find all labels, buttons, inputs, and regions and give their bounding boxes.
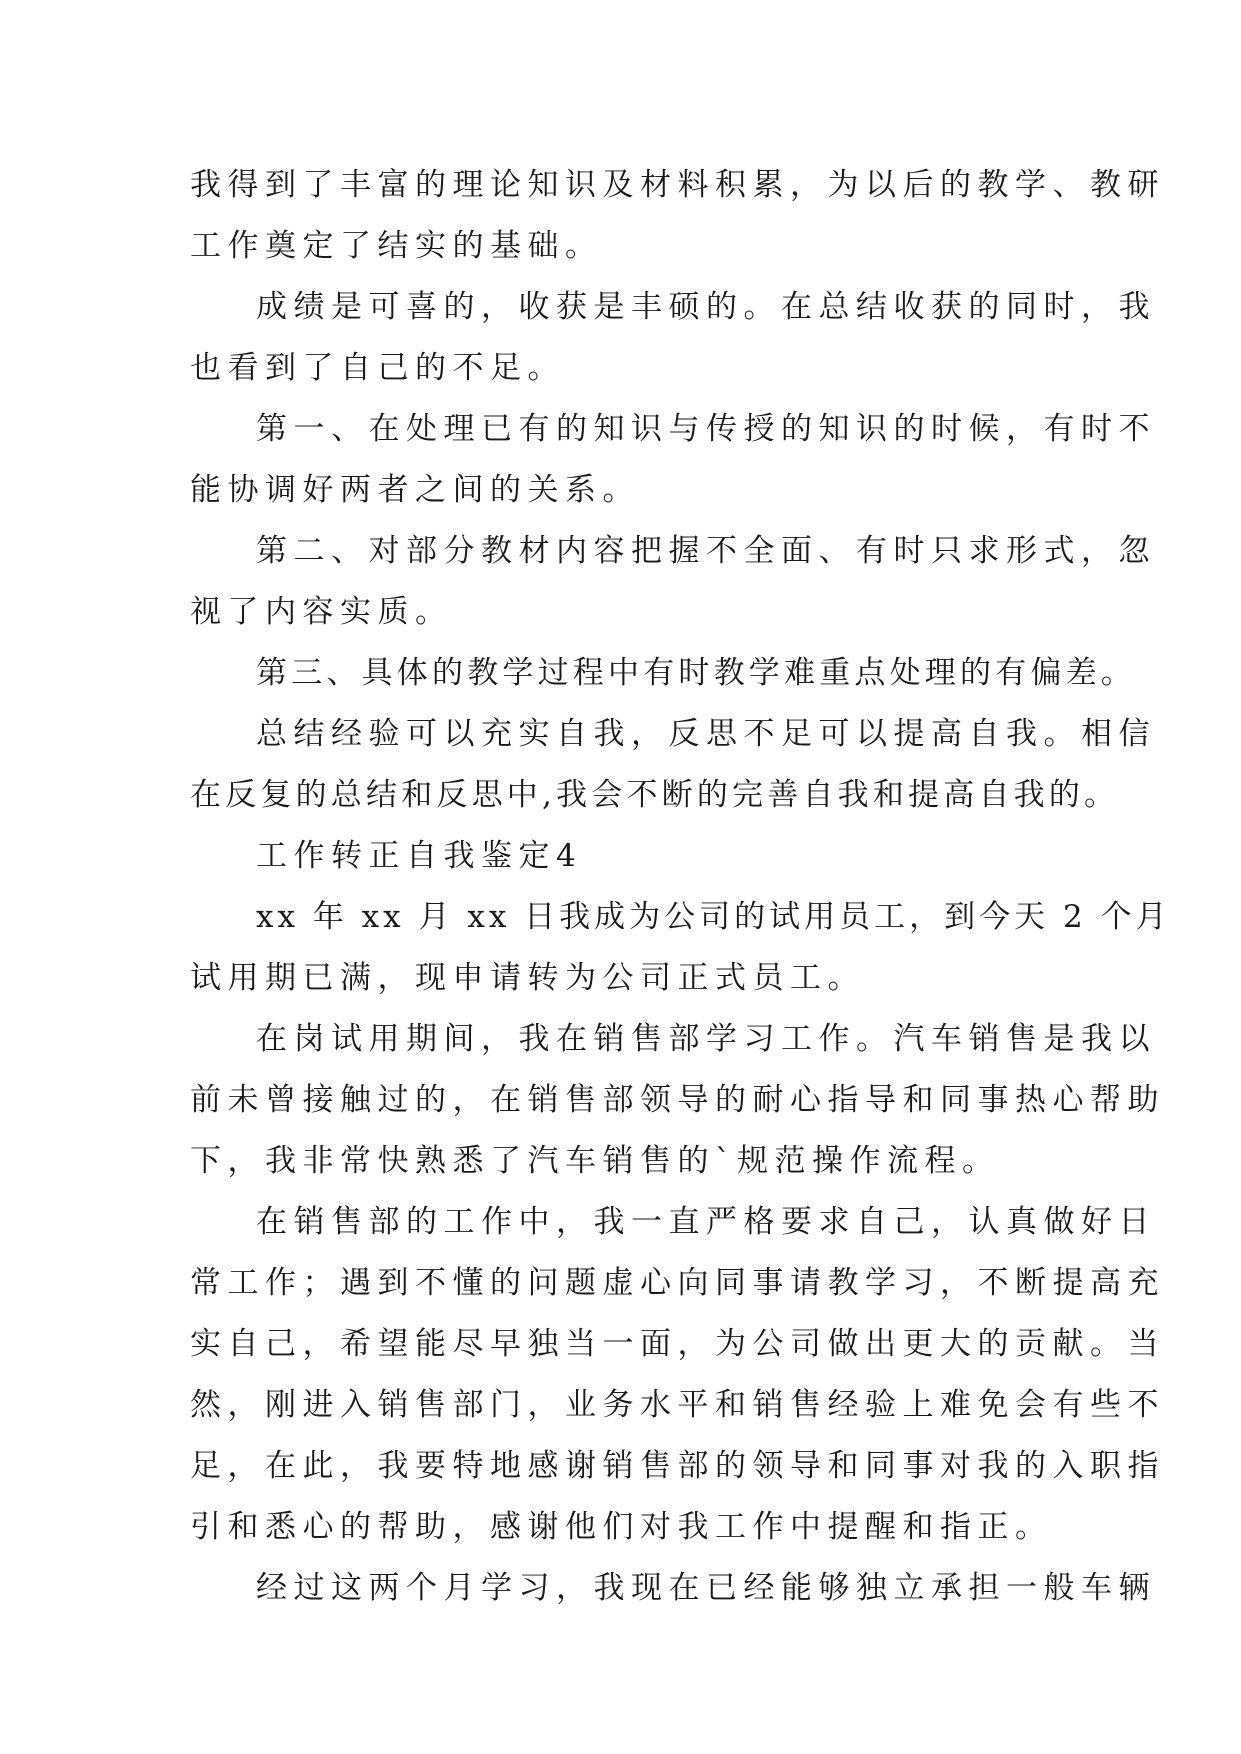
section-heading: 工作转正自我鉴定4 <box>256 838 583 874</box>
text-line: 足，在此，我要特地感谢销售部的领导和同事对我的入职指 <box>190 1448 1165 1484</box>
paragraph-start-line: 在岗试用期间，我在销售部学习工作。汽车销售是我以 <box>256 1021 1156 1057</box>
text-line: 试用期已满，现申请转为公司正式员工。 <box>190 960 865 996</box>
document-body <box>190 155 1171 1619</box>
paragraph-start-line: 成绩是可喜的，收获是丰硕的。在总结收获的同时，我 <box>256 289 1156 325</box>
text-line: 然，刚进入销售部门，业务水平和销售经验上难免会有些不 <box>190 1387 1165 1423</box>
text-line: 引和悉心的帮助，感谢他们对我工作中提醒和指正。 <box>190 1509 1053 1545</box>
paragraph-start-line: xx 年 xx 月 xx 日我成为公司的试用员工，到今天 2 个月 <box>256 899 1171 935</box>
paragraph-start-line: 第三、具体的教学过程中有时教学难重点处理的有偏差。 <box>256 655 1136 691</box>
paragraph-start-line: 第二、对部分教材内容把握不全面、有时只求形式，忽 <box>256 533 1156 569</box>
text-line: 实自己，希望能尽早独当一面，为公司做出更大的贡献。当 <box>190 1326 1165 1362</box>
paragraph-start-line: 经过这两个月学习，我现在已经能够独立承担一般车辆 <box>256 1570 1156 1606</box>
text-line: 也看到了自己的不足。 <box>190 350 565 386</box>
text-line: 下，我非常快熟悉了汽车销售的`规范操作流程。 <box>190 1143 1000 1179</box>
paragraph-start-line: 总结经验可以充实自我，反思不足可以提高自我。相信 <box>256 716 1156 752</box>
text-line: 工作奠定了结实的基础。 <box>190 228 603 264</box>
text-line: 前未曾接触过的，在销售部领导的耐心指导和同事热心帮助 <box>190 1082 1165 1118</box>
paragraph-start-line: 第一、在处理已有的知识与传授的知识的时候，有时不 <box>256 411 1156 447</box>
paragraph-start-line: 在销售部的工作中，我一直严格要求自己，认真做好日 <box>256 1204 1156 1240</box>
text-line: 我得到了丰富的理论知识及材料积累，为以后的教学、教研 <box>190 167 1165 203</box>
text-line: 能协调好两者之间的关系。 <box>190 472 640 508</box>
text-line: 视了内容实质。 <box>190 594 453 630</box>
text-line: 常工作；遇到不懂的问题虚心向同事请教学习，不断提高充 <box>190 1265 1165 1301</box>
text-line: 在反复的总结和反思中,我会不断的完善自我和提高自我的。 <box>190 777 1120 813</box>
